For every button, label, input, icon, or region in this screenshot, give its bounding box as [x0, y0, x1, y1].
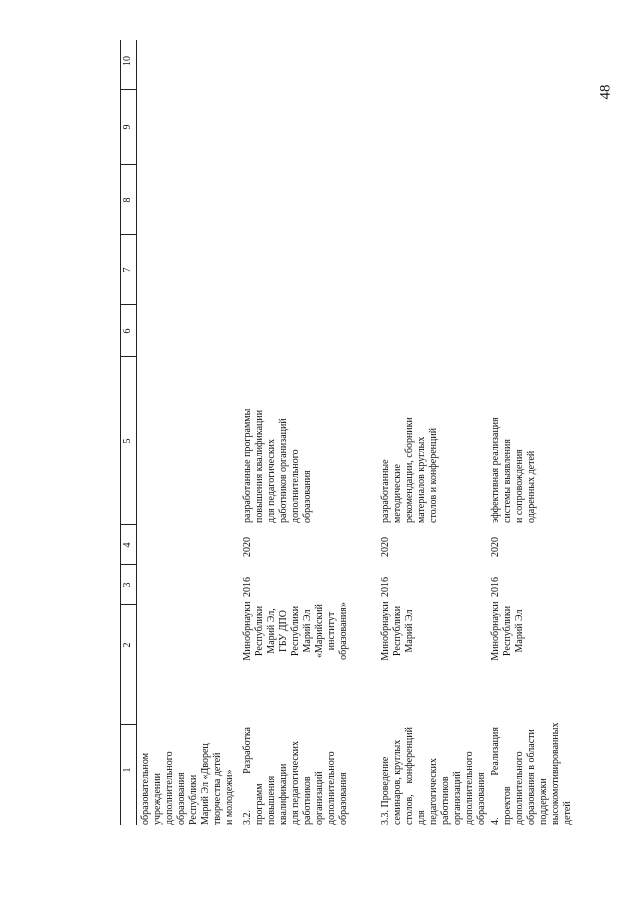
column-header-9: 9	[122, 124, 133, 130]
table-row-1-end-year: 2020	[242, 537, 253, 557]
table-row-1-start-year: 2016	[242, 577, 253, 597]
column-header-5: 5	[122, 438, 133, 444]
header-bottom-rule	[136, 40, 137, 825]
column-header-6: 6	[122, 328, 133, 334]
table-row-1-executor: Минобрнауки Республики Марий Эл, ГБУ ДПО Республики Марий Эл «Марийский институт образования»	[242, 601, 349, 661]
column-separator	[120, 89, 136, 90]
table-row-2-executor: Минобрнауки Республики Марий Эл	[380, 601, 415, 661]
column-separator	[120, 564, 136, 565]
table-row-1-activity: 3.2. Разработка программ повышения квалификации для педагогических работников организаций дополнительного образования	[242, 727, 349, 825]
table-row-1-result: разработанные программы повышения квалификации для педагогических работников организаций дополнительного образования	[242, 408, 313, 523]
table-row-3-activity: 4. Реализация проектов дополнительного образования в области поддержки высокомотивированных детей	[490, 722, 573, 825]
table-row-2-start-year: 2016	[380, 577, 391, 597]
column-separator	[120, 724, 136, 725]
column-header-8: 8	[122, 197, 133, 203]
table-row-3-start-year: 2016	[490, 577, 501, 597]
column-separator	[120, 164, 136, 165]
landscape-table	[120, 40, 640, 845]
column-separator	[120, 304, 136, 305]
column-separator	[120, 604, 136, 605]
page-number: 48	[597, 84, 614, 100]
column-separator	[120, 524, 136, 525]
table-row-2-result: разработанные методические рекомендации, сборники материалов круглых столов и конференций	[380, 417, 439, 523]
column-header-3: 3	[122, 582, 133, 588]
column-separator	[120, 356, 136, 357]
table-row-3-executor: Минобрнауки Республики Марий Эл	[490, 601, 525, 661]
table-top-rule	[120, 40, 121, 825]
column-header-2: 2	[122, 642, 133, 648]
table-row-0-activity: образовательном учреждении дополнительного образования Республики Марий Эл «Дворец творчества детей и молодежи»	[140, 743, 235, 825]
column-separator	[120, 234, 136, 235]
column-header-10: 10	[122, 56, 133, 66]
table-row-2-activity: 3.3. Проведение семинаров, круглых столов, конференций для педагогических работников организаций дополнительного образования	[380, 727, 487, 825]
table-row-3-result: эффективная реализация системы выявления и сопровождения одаренных детей	[490, 417, 537, 523]
table-row-2-end-year: 2020	[380, 537, 391, 557]
column-header-1: 1	[122, 767, 133, 773]
column-header-7: 7	[122, 267, 133, 273]
column-header-4: 4	[122, 542, 133, 548]
table-row-3-end-year: 2020	[490, 537, 501, 557]
